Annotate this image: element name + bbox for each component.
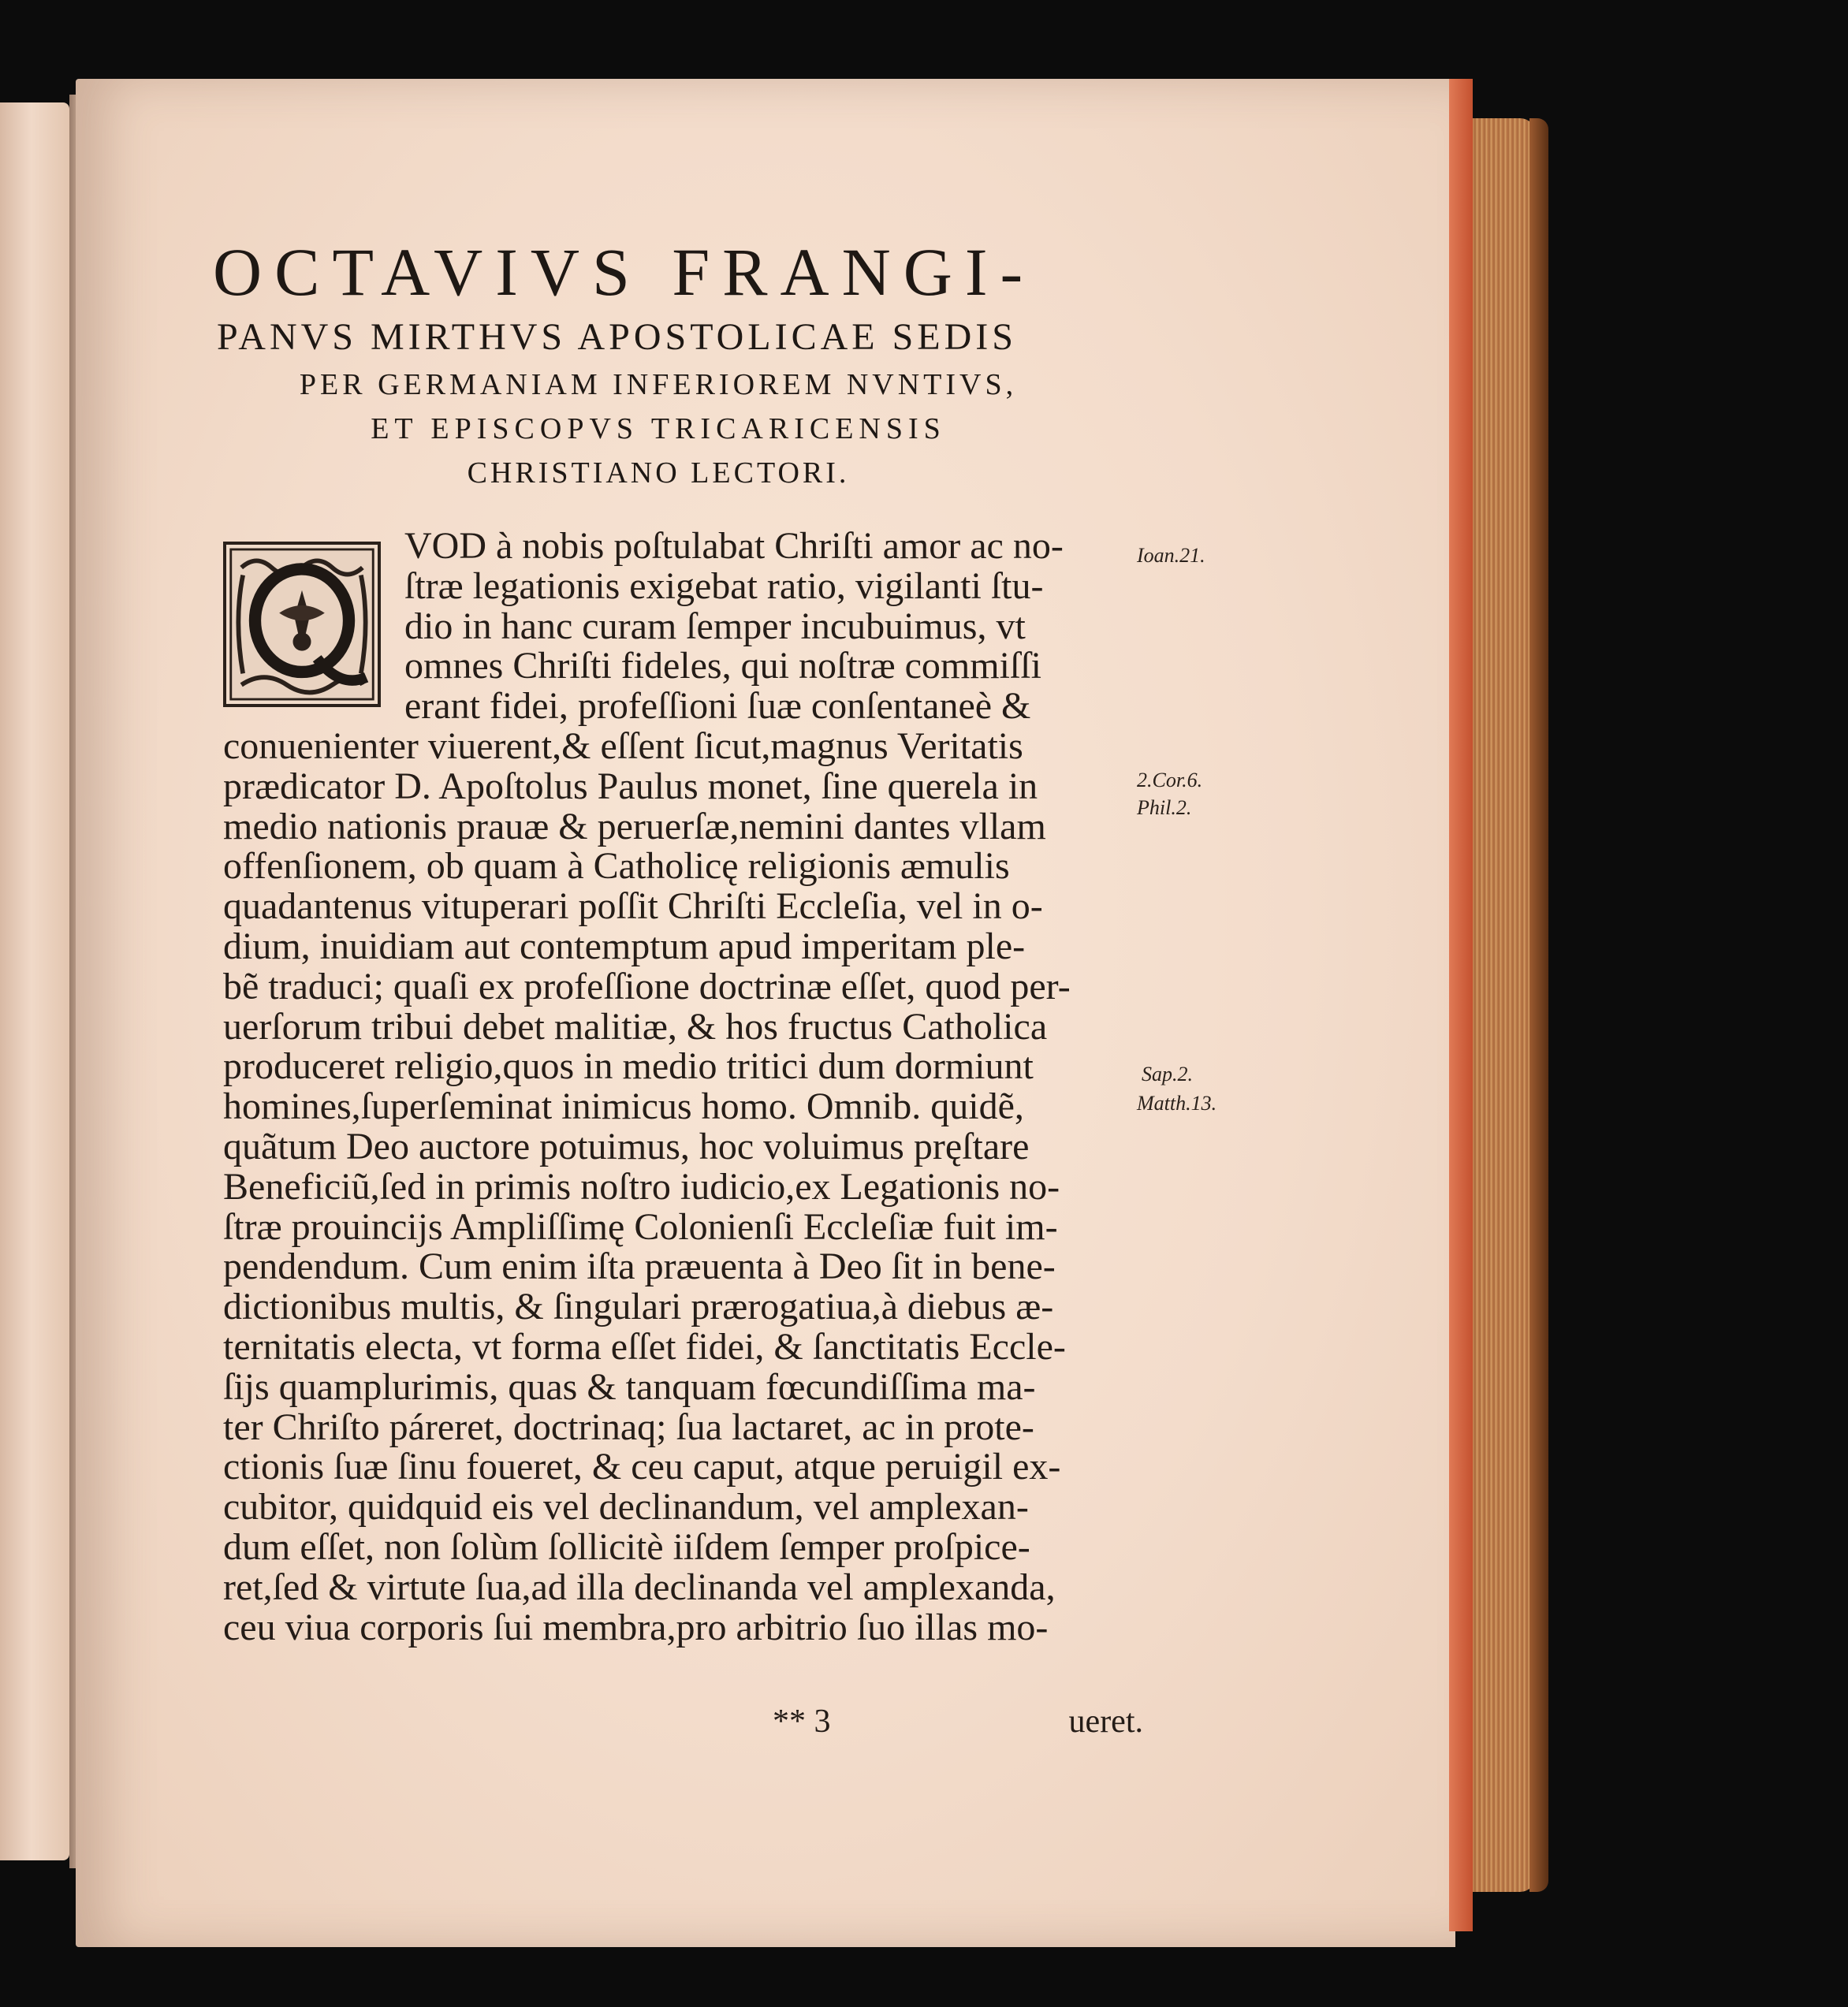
text-line: dictionibus multis, & ſingulari prærogatiua,à diebus æ- — [223, 1286, 1054, 1328]
text-line: ſtræ prouincijs Ampliſſimę Colonienſi Eccleſiæ fuit im- — [223, 1205, 1058, 1248]
text-line: quadantenus vituperari poſſit Chriſti Eccleſia, vel in o- — [223, 885, 1043, 928]
text-line: bẽ traduci; quaſi ex profeſſione doctrinæ eſſet, quod per- — [223, 965, 1071, 1007]
text-line: ternitatis electa, vt forma eſſet fidei, & ſanctitatis Eccle- — [223, 1325, 1066, 1368]
heading-line-5: CHRISTIANO LECTORI. — [467, 456, 850, 490]
text-line: homines,ſuperſeminat inimicus homo. Omnib. quidẽ, — [223, 1085, 1024, 1128]
heading-line-4: ET EPISCOPVS TRICARICENSIS — [371, 412, 946, 445]
text-line: dium, inuidiam aut contemptum apud imperitam ple- — [223, 925, 1026, 967]
text-line: pendendum. Cum enim iſta præuenta à Deo ſit in bene- — [223, 1246, 1056, 1288]
text-line: ctionis ſuæ ſinu foueret, & ceu caput, atque peruigil ex- — [223, 1446, 1061, 1488]
title-heading — [142, 229, 1143, 495]
text-line: Beneficiũ,ſed in primis noſtro iudicio,ex Legationis no- — [223, 1165, 1060, 1208]
left-page-edge — [0, 102, 69, 1860]
red-fore-edge — [1449, 79, 1473, 1931]
book-cover-edge — [1529, 118, 1548, 1892]
text-line: ret,ſed & virtute ſua,ad illa declinanda vel amplexanda, — [223, 1566, 1056, 1608]
text-line: produceret religio,quos in medio tritici dum dormiunt — [223, 1045, 1034, 1088]
text-line: uerſorum tribui debet malitiæ, & hos fructus Catholica — [223, 1005, 1048, 1048]
text-line: cubitor, quidquid eis vel declinandum, vel amplexan- — [223, 1486, 1029, 1529]
text-line: conuenienter viuerent,& eſſent ſicut,magnus Veritatis — [223, 724, 1023, 767]
text-line: dum eſſet, non ſolùm ſollicitè iiſdem ſemper proſpice- — [223, 1525, 1030, 1568]
marginal-note: Phil.2. — [1137, 796, 1192, 819]
text-line: quãtum Deo auctore potuimus, hoc voluimus pręſtare — [223, 1125, 1030, 1167]
text-line: offenſionem, ob quam à Catholicę religionis æmulis — [223, 845, 1010, 888]
text-line: erant fidei, profeſſioni ſuæ conſentaneè & — [404, 685, 1031, 728]
text-line: medio nationis prauæ & peruerſæ,nemini dantes vllam — [223, 805, 1046, 847]
text-line: omnes Chriſti fideles, qui noſtræ commiſſi — [404, 645, 1041, 687]
catchword: ueret. — [1068, 1704, 1143, 1740]
text-line: dio in hanc curam ſemper incubuimus, vt — [404, 605, 1026, 647]
text-line: ceu viua corporis ſui membra,pro arbitrio ſuo illas mo- — [223, 1606, 1049, 1648]
text-line: ter Chriſto páreret, doctrinaq; ſua lactaret, ac in prote- — [223, 1406, 1034, 1448]
signature-mark: ** 3 — [773, 1704, 831, 1740]
marginal-note: Sap.2. — [1142, 1063, 1193, 1085]
text-line: prædicator D. Apoſtolus Paulus monet, ſine querela in — [223, 765, 1038, 807]
heading-line-3: PER GERMANIAM INFERIOREM NVNTIVS, — [299, 368, 1018, 401]
text-line: VOD à nobis poſtulabat Chriſti amor ac no- — [404, 525, 1064, 567]
body-text — [223, 527, 1146, 1648]
marginal-note: Ioan.21. — [1137, 544, 1205, 567]
marginal-note: 2.Cor.6. — [1137, 769, 1203, 791]
text-line: ſijs quamplurimis, quas & tanquam fœcundiſſima ma- — [223, 1365, 1036, 1408]
text-line: ſtræ legationis exigebat ratio, vigilanti ſtu- — [404, 564, 1044, 607]
page-block-edge — [1473, 118, 1536, 1892]
heading-line-1: OCTAVIVS FRANGI- — [213, 234, 1036, 310]
heading-line-2: PANVS MIRTHVS APOSTOLICAE SEDIS — [217, 316, 1017, 358]
marginal-note: Matth.13. — [1137, 1092, 1217, 1115]
